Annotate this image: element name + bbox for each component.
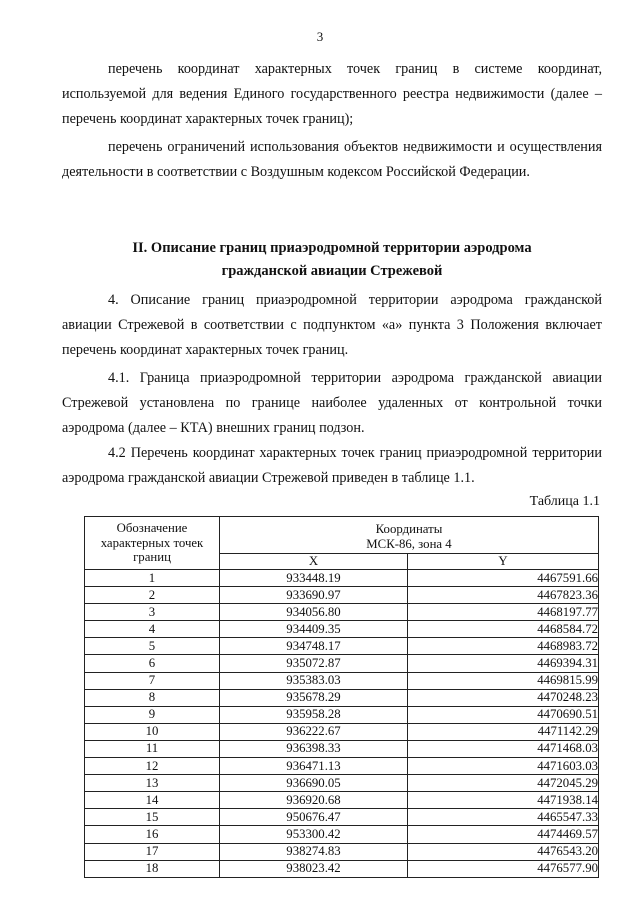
point-number-cell: 9 (85, 706, 220, 723)
paragraph-4: 4. Описание границ приаэродромной территории аэродрома гражданской авиации Стрежевой в соответствии с подпунктом «а» пункта 3 Положения включает перечень координат характерных точек границ. (62, 292, 602, 358)
header-coordinates: Координаты МСК-86, зона 4 (220, 517, 599, 554)
x-coordinate-cell: 936471.13 (220, 758, 408, 775)
table-row (85, 621, 599, 638)
y-coordinate-cell: 4468584.72 (408, 621, 599, 638)
table-row (85, 792, 599, 809)
coordinates-table (84, 516, 599, 878)
header-y: Y (408, 554, 599, 570)
paragraph-4-2: 4.2 Перечень координат характерных точек границ приаэродромной территории аэродрома гражданской авиации Стрежевой приведен в таблице 1.1. (62, 445, 602, 486)
table-row (85, 740, 599, 757)
table-row (85, 758, 599, 775)
point-number-cell: 17 (85, 843, 220, 860)
point-number-cell: 12 (85, 758, 220, 775)
y-coordinate-cell: 4469394.31 (408, 655, 599, 672)
point-number-cell: 6 (85, 655, 220, 672)
point-number-cell: 3 (85, 604, 220, 621)
y-coordinate-cell: 4468197.77 (408, 604, 599, 621)
y-coordinate-cell: 4465547.33 (408, 809, 599, 826)
x-coordinate-cell: 935072.87 (220, 655, 408, 672)
x-coordinate-cell: 936398.33 (220, 740, 408, 757)
x-coordinate-cell: 953300.42 (220, 826, 408, 843)
point-number-cell: 18 (85, 860, 220, 877)
y-coordinate-cell: 4471938.14 (408, 792, 599, 809)
x-coordinate-cell: 934748.17 (220, 638, 408, 655)
table-row (85, 775, 599, 792)
table-row (85, 706, 599, 723)
coordinates-table-body (85, 570, 599, 878)
header-x: X (220, 554, 408, 570)
table-row (85, 826, 599, 843)
y-coordinate-cell: 4476577.90 (408, 860, 599, 877)
point-number-cell: 1 (85, 570, 220, 587)
x-coordinate-cell: 938023.42 (220, 860, 408, 877)
point-number-cell: 16 (85, 826, 220, 843)
x-coordinate-cell: 950676.47 (220, 809, 408, 826)
point-number-cell: 7 (85, 672, 220, 689)
y-coordinate-cell: 4474469.57 (408, 826, 599, 843)
x-coordinate-cell: 936222.67 (220, 723, 408, 740)
x-coordinate-cell: 935383.03 (220, 672, 408, 689)
table-row (85, 843, 599, 860)
point-number-cell: 4 (85, 621, 220, 638)
section-heading-line-2: гражданской авиации Стрежевой (221, 263, 443, 279)
table-caption: Таблица 1.1 (529, 494, 600, 509)
point-number-cell: 14 (85, 792, 220, 809)
table-row (85, 570, 599, 587)
y-coordinate-cell: 4470248.23 (408, 689, 599, 706)
y-coordinate-cell: 4476543.20 (408, 843, 599, 860)
table-row (85, 689, 599, 706)
y-coordinate-cell: 4471603.03 (408, 758, 599, 775)
table-row (85, 809, 599, 826)
y-coordinate-cell: 4467591.66 (408, 570, 599, 587)
y-coordinate-cell: 4471142.29 (408, 723, 599, 740)
point-number-cell: 5 (85, 638, 220, 655)
table-row (85, 860, 599, 877)
y-coordinate-cell: 4471468.03 (408, 740, 599, 757)
x-coordinate-cell: 933448.19 (220, 570, 408, 587)
table-row (85, 638, 599, 655)
table-row (85, 672, 599, 689)
point-number-cell: 10 (85, 723, 220, 740)
point-number-cell: 2 (85, 587, 220, 604)
paragraph-coordinates-list: перечень координат характерных точек границ в системе координат, используемой для ведения Единого государственного реестра недвижимости (далее – перечень координат характерных точек границ); (62, 61, 602, 127)
section-heading-line-1: II. Описание границ приаэродромной территории аэродрома (132, 240, 532, 256)
x-coordinate-cell: 935958.28 (220, 706, 408, 723)
x-coordinate-cell: 936690.05 (220, 775, 408, 792)
x-coordinate-cell: 934409.35 (220, 621, 408, 638)
y-coordinate-cell: 4467823.36 (408, 587, 599, 604)
table-row (85, 655, 599, 672)
y-coordinate-cell: 4469815.99 (408, 672, 599, 689)
table-row (85, 604, 599, 621)
x-coordinate-cell: 934056.80 (220, 604, 408, 621)
y-coordinate-cell: 4470690.51 (408, 706, 599, 723)
table-row (85, 723, 599, 740)
table-row (85, 587, 599, 604)
x-coordinate-cell: 933690.97 (220, 587, 408, 604)
y-coordinate-cell: 4472045.29 (408, 775, 599, 792)
x-coordinate-cell: 938274.83 (220, 843, 408, 860)
section-heading (62, 237, 602, 283)
y-coordinate-cell: 4468983.72 (408, 638, 599, 655)
paragraph-4-1: 4.1. Граница приаэродромной территории аэродрома гражданской авиации Стрежевой установлена по границе наиболее удаленных от контрольной точки аэродрома (далее – КТА) внешних границ подзон. (62, 370, 602, 436)
point-number-cell: 8 (85, 689, 220, 706)
point-number-cell: 15 (85, 809, 220, 826)
header-point-designation: Обозначение характерных точек границ (85, 517, 220, 570)
point-number-cell: 11 (85, 740, 220, 757)
paragraph-restrictions-list: перечень ограничений использования объектов недвижимости и осуществления деятельности в соответствии с Воздушным кодексом Российской Федерации. (62, 139, 602, 180)
x-coordinate-cell: 935678.29 (220, 689, 408, 706)
page-number: 3 (316, 29, 324, 44)
point-number-cell: 13 (85, 775, 220, 792)
x-coordinate-cell: 936920.68 (220, 792, 408, 809)
